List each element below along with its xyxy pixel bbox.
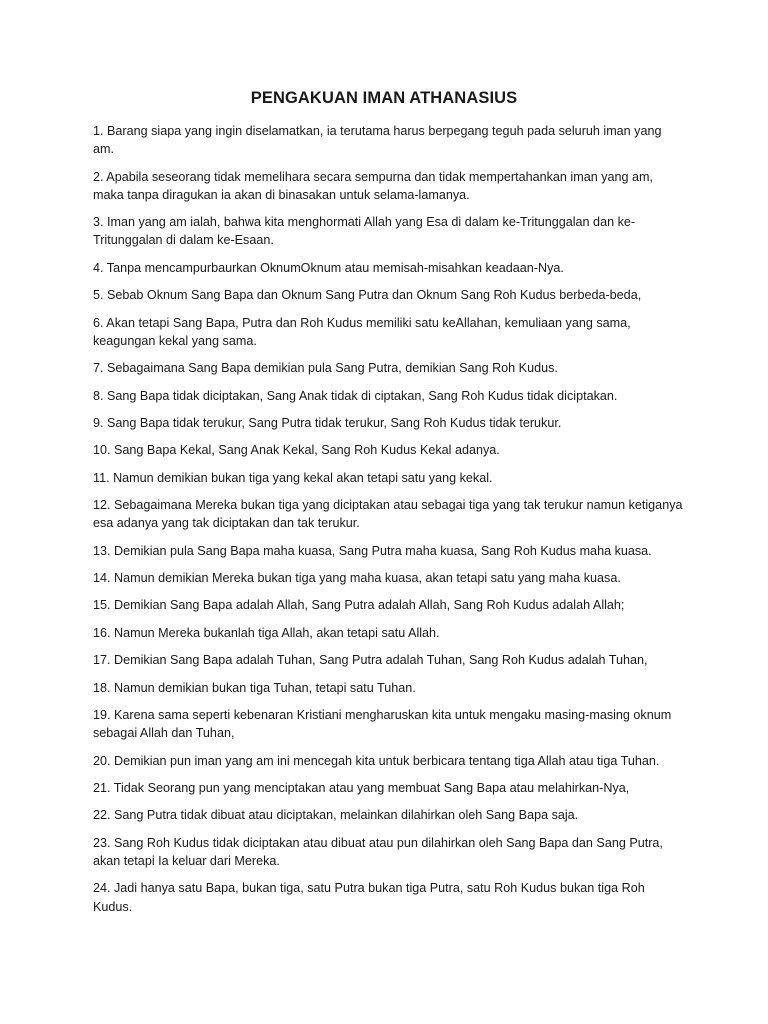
paragraph-13: 13. Demikian pula Sang Bapa maha kuasa, Sang Putra maha kuasa, Sang Roh Kudus maha kuasa. <box>93 543 652 558</box>
paragraph-10: 10. Sang Bapa Kekal, Sang Anak Kekal, Sang Roh Kudus Kekal adanya. <box>93 443 500 458</box>
paragraph-2: 2. Apabila seseorang tidak memelihara secara sempurna dan tidak mempertahankan iman yang am, maka tanpa diragukan ia akan di binasakan untuk selama-lamanya. <box>93 169 654 202</box>
paragraph-1: 1. Barang siapa yang ingin diselamatkan, ia terutama harus berpegang teguh pada seluruh iman yang am. <box>93 124 662 157</box>
paragraph-18: 18. Namun demikian bukan tiga Tuhan, tetapi satu Tuhan. <box>93 680 416 695</box>
paragraph-6: 6. Akan tetapi Sang Bapa, Putra dan Roh Kudus memiliki satu keAllahan, kemuliaan yang sama, keagungan kekal yang sama. <box>93 315 631 348</box>
paragraph-23: 23. Sang Roh Kudus tidak diciptakan atau dibuat atau pun dilahirkan oleh Sang Bapa dan Sang Putra, akan tetapi Ia keluar dari Mereka. <box>93 835 663 869</box>
paragraph-22: 22. Sang Putra tidak dibuat atau diciptakan, melainkan dilahirkan oleh Sang Bapa saja. <box>93 808 579 823</box>
paragraph-4: 4. Tanpa mencampurbaurkan OknumOknum atau memisah-misahkan keadaan-Nya. <box>93 260 564 275</box>
paragraph-20: 20. Demikian pun iman yang am ini mencegah kita untuk berbicara tentang tiga Allah atau tiga Tuhan. <box>93 753 660 768</box>
paragraph-21: 21. Tidak Seorang pun yang menciptakan atau yang membuat Sang Bapa atau melahirkan-Nya, <box>93 781 630 796</box>
document-body <box>93 122 683 925</box>
paragraph-14: 14. Namun demikian Mereka bukan tiga yang maha kuasa, akan tetapi satu yang maha kuasa. <box>93 571 621 586</box>
paragraph-12: 12. Sebagaimana Mereka bukan tiga yang diciptakan atau sebagai tiga yang tak terukur namun ketiganya esa adanya yang tak diciptakan dan tak terukur. <box>93 498 683 531</box>
paragraph-17: 17. Demikian Sang Bapa adalah Tuhan, Sang Putra adalah Tuhan, Sang Roh Kudus adalah Tuhan, <box>93 653 648 668</box>
paragraph-7: 7. Sebagaimana Sang Bapa demikian pula Sang Putra, demikian Sang Roh Kudus. <box>93 361 558 376</box>
paragraph-11: 11. Namun demikian bukan tiga yang kekal akan tetapi satu yang kekal. <box>93 470 493 485</box>
paragraph-5: 5. Sebab Oknum Sang Bapa dan Oknum Sang Putra dan Oknum Sang Roh Kudus berbeda-beda, <box>93 288 642 303</box>
paragraph-9: 9. Sang Bapa tidak terukur, Sang Putra tidak terukur, Sang Roh Kudus tidak terukur. <box>93 415 562 430</box>
paragraph-3: 3. Iman yang am ialah, bahwa kita menghormati Allah yang Esa di dalam ke-Tritunggalan dan ke-Tritunggalan di dalam ke-Esaan. <box>93 215 636 248</box>
document-title: PENGAKUAN IMAN ATHANASIUS <box>250 89 518 107</box>
paragraph-19: 19. Karena sama seperti kebenaran Kristiani mengharuskan kita untuk mengaku masing-masing oknum sebagai Allah dan Tuhan, <box>93 708 672 741</box>
paragraph-24: 24. Jadi hanya satu Bapa, bukan tiga, satu Putra bukan tiga Putra, satu Roh Kudus bukan tiga Roh Kudus. <box>93 881 645 914</box>
paragraph-16: 16. Namun Mereka bukanlah tiga Allah, akan tetapi satu Allah. <box>93 625 440 640</box>
paragraph-15: 15. Demikian Sang Bapa adalah Allah, Sang Putra adalah Allah, Sang Roh Kudus adalah Allah; <box>93 598 625 613</box>
paragraph-8: 8. Sang Bapa tidak diciptakan, Sang Anak tidak di ciptakan, Sang Roh Kudus tidak diciptakan. <box>93 388 618 403</box>
